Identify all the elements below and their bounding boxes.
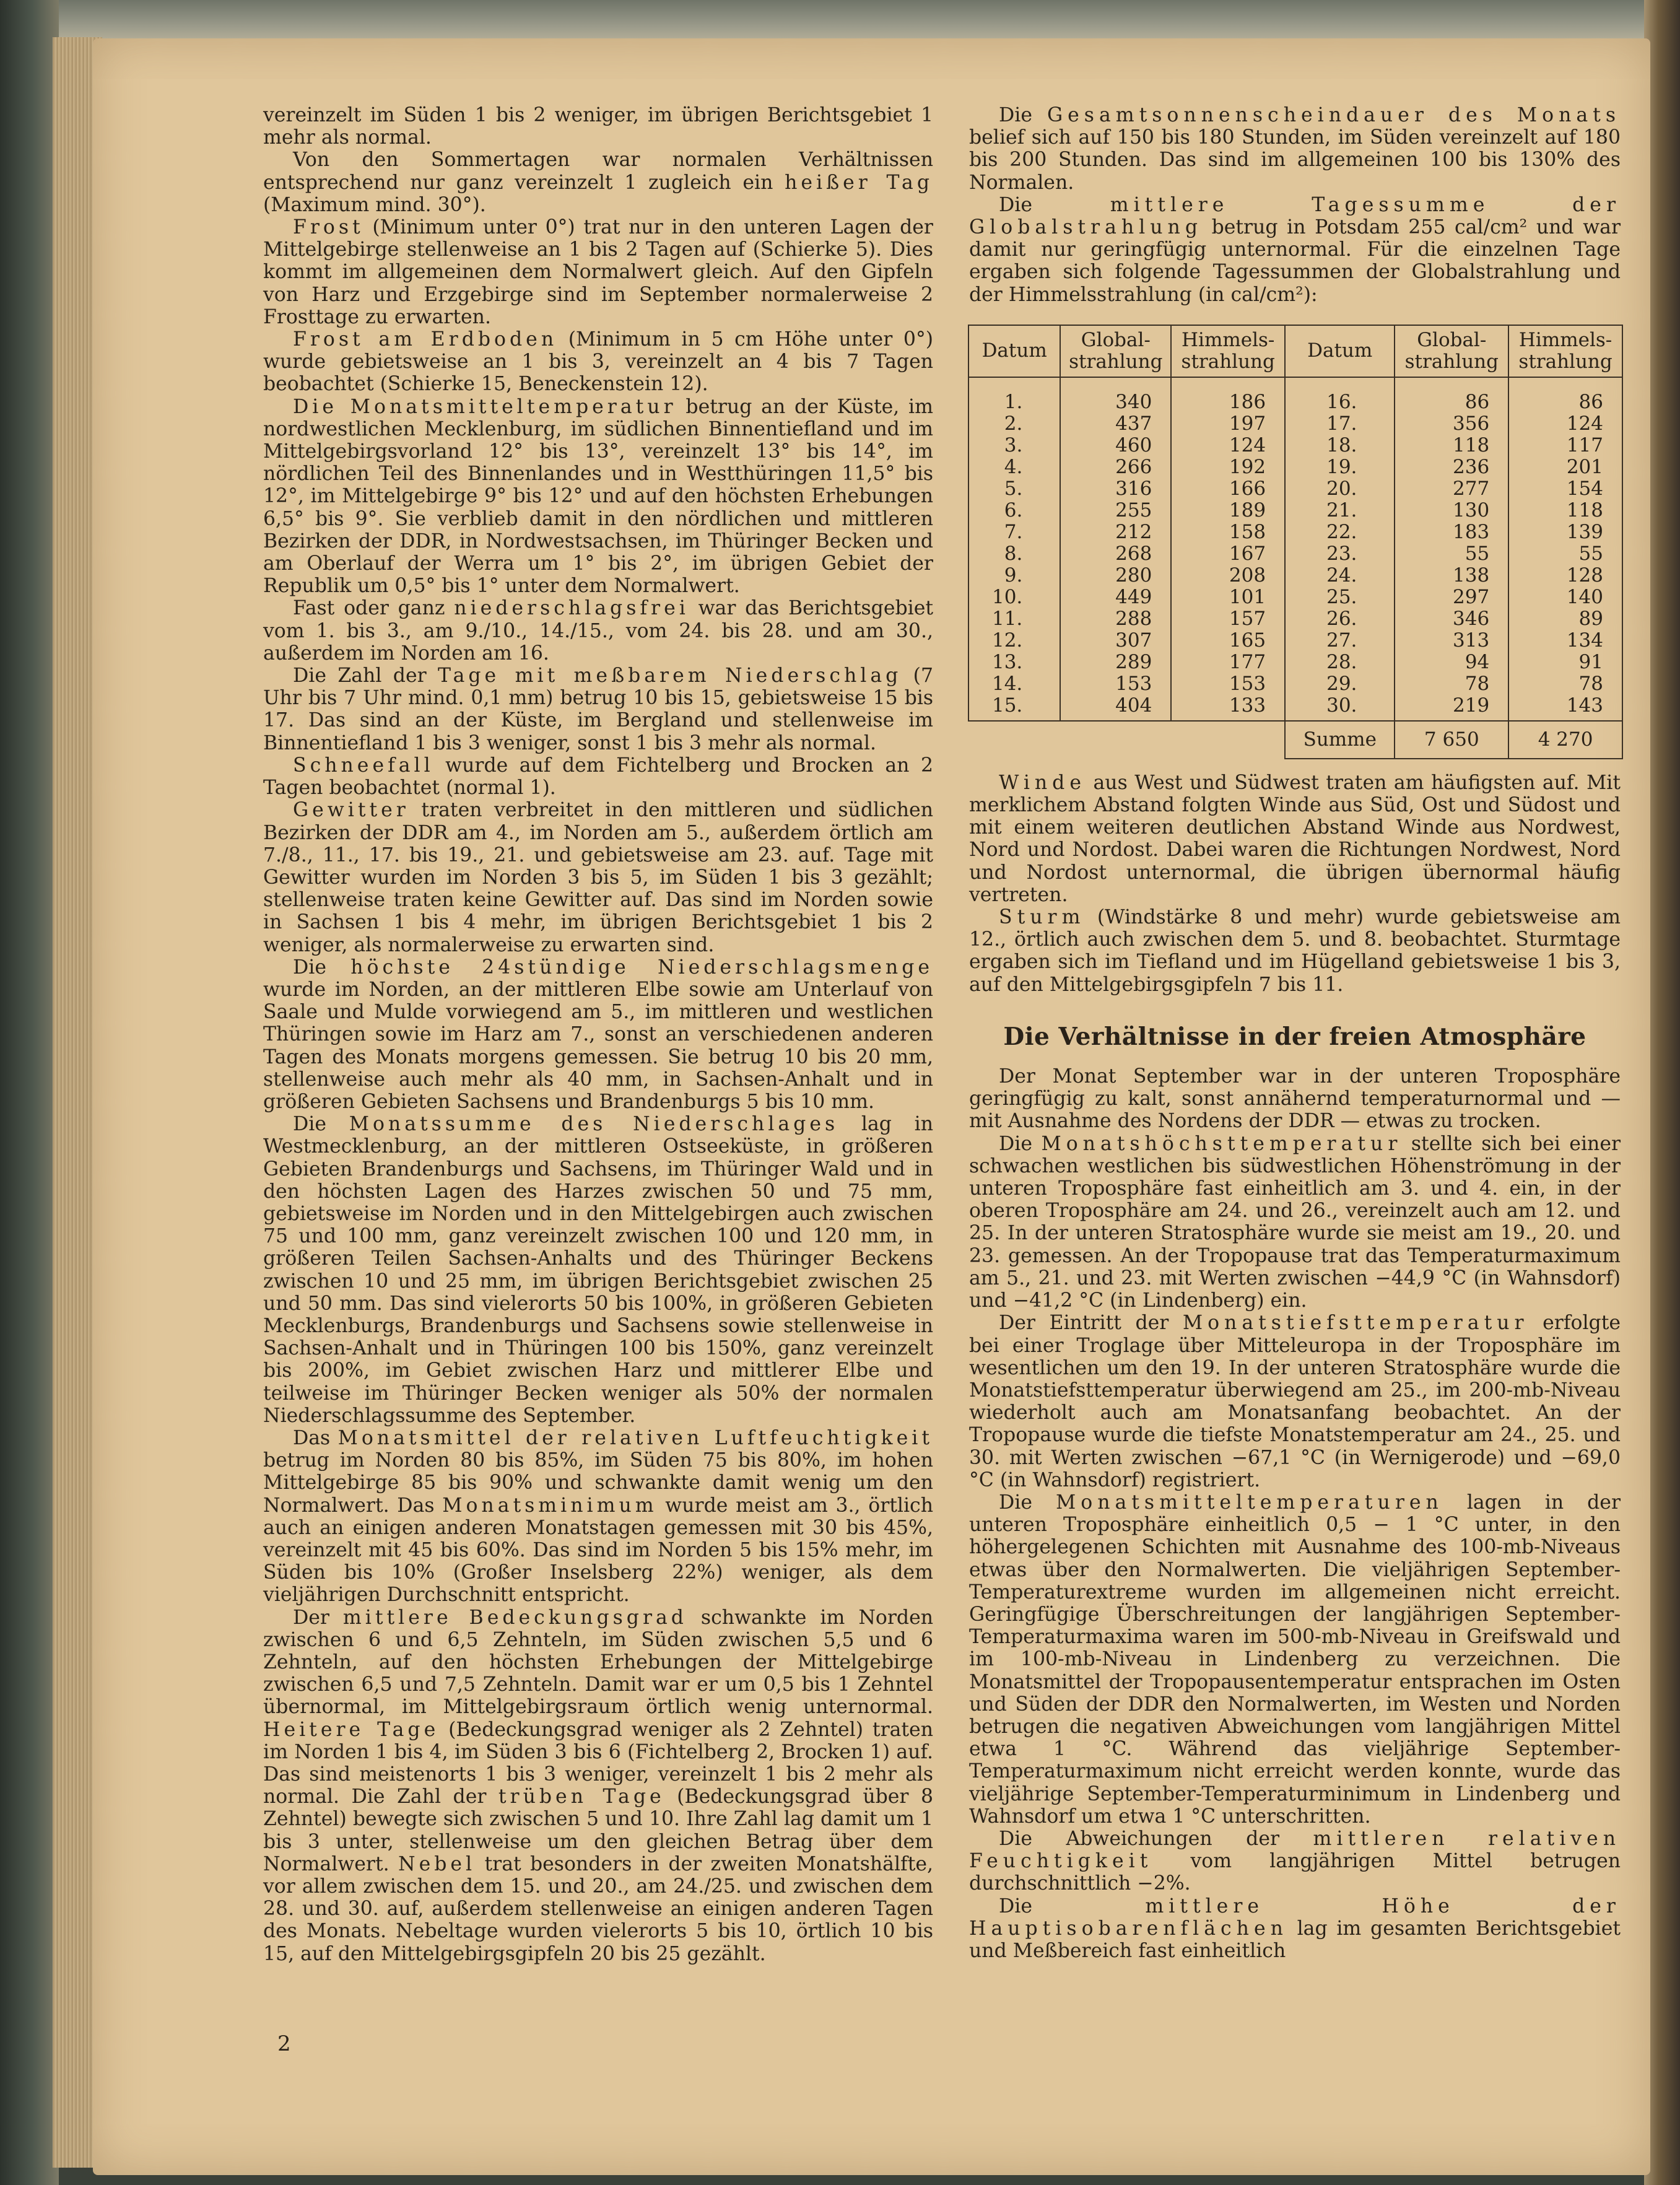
paragraph <box>969 1895 1621 1963</box>
text-run: (Minimum in 5 cm Höhe unter 0°) wurde gebietsweise an 1 bis 3, vereinzelt an 4 bis 7 Tagen beobachtet (Schierke 15, Beneckenstein 12). <box>263 328 933 396</box>
spaced-term: Monatssumme des Niederschlages <box>349 1113 839 1136</box>
sum-value: 4 270 <box>1508 721 1622 759</box>
text-run: belief sich auf 150 bis 180 Stunden, im Süden vereinzelt auf 180 bis 200 Stunden. Das sind im allgemeinen 100 bis 130% des Normalen. <box>969 126 1621 194</box>
table-cell-datum: 15. <box>968 695 1060 721</box>
paragraph <box>263 396 933 598</box>
table-cell-value: 101 <box>1171 587 1285 608</box>
spaced-term: Winde <box>999 771 1086 794</box>
table-cell-datum: 20. <box>1285 478 1395 500</box>
text-run: Das <box>293 1426 338 1449</box>
table-cell-datum: 1. <box>968 377 1060 413</box>
paragraph <box>263 1607 933 1965</box>
table-cell-value: 313 <box>1395 630 1508 652</box>
spaced-term: Monatsmitteltemperaturen <box>1055 1491 1443 1514</box>
spaced-term: Monatsmittel der relativen Luftfeuchtigkeit <box>337 1426 933 1449</box>
table-cell-value: 192 <box>1171 456 1285 478</box>
table-cell-value: 138 <box>1395 565 1508 587</box>
text-run: Die <box>999 1132 1042 1155</box>
table-cell-datum: 30. <box>1285 695 1395 721</box>
table-cell-value: 94 <box>1395 652 1508 673</box>
page-number: 2 <box>277 2031 291 2056</box>
table-cell-datum: 29. <box>1285 673 1395 695</box>
table-cell-value: 78 <box>1508 673 1622 695</box>
table-cell-datum: 13. <box>968 652 1060 673</box>
table-header-row <box>968 325 1622 377</box>
table-cell-value: 167 <box>1171 543 1285 565</box>
table-cell-value: 89 <box>1508 608 1622 630</box>
table-cell-value: 316 <box>1060 478 1171 500</box>
text-run: Von den Sommertagen war normalen Verhältnissen entsprechend nur ganz vereinzelt 1 zugleich ein <box>263 149 933 194</box>
right-column-mid-text <box>969 772 1621 996</box>
table-row <box>968 413 1622 435</box>
table-cell-value: 166 <box>1171 478 1285 500</box>
table-cell-value: 183 <box>1395 521 1508 543</box>
paragraph <box>263 956 933 1113</box>
spaced-term: trüben Tage <box>498 1786 665 1808</box>
sum-value: 7 650 <box>1395 721 1508 759</box>
paragraph <box>263 216 933 328</box>
table-cell-value: 118 <box>1508 500 1622 521</box>
paragraph <box>969 1828 1621 1895</box>
empty-cell <box>968 721 1060 759</box>
text-run: wurde auf dem Fichtelberg und Brocken an 2 Tagen beobachtet (normal 1). <box>263 754 933 800</box>
table-cell-value: 177 <box>1171 652 1285 673</box>
table-cell-value: 212 <box>1060 521 1171 543</box>
spaced-term: mittlere Höhe der Hauptisobarenflächen <box>969 1895 1621 1940</box>
left-column <box>263 104 933 1965</box>
table-row <box>968 478 1622 500</box>
table-cell-datum: 23. <box>1285 543 1395 565</box>
text-run: wurde im Norden, an der mittleren Elbe sowie am Unterlauf von Saale und Mulde vorwiegend am 5., im mittleren und westlichen Thüringen sowie im Harz am 7., sonst an verschiedenen anderen Tagen des Monats morgens gemessen. Sie betrug 10 bis 20 mm, stellenweise auch mehr als 40 mm, in Sachsen-Anhalt und in größeren Gebieten Sachsens und Brandenburgs 5 bis 10 mm. <box>263 978 933 1113</box>
table-cell-datum: 14. <box>968 673 1060 695</box>
table-cell-value: 91 <box>1508 652 1622 673</box>
text-run: (Bedeckungsgrad weniger als 2 Zehntel) traten im Norden 1 bis 4, im Süden 3 bis 6 (Fichtelberg 2, Brocken 1) auf. Das sind meistenorts 1 bis 3 weniger, vereinzelt 1 bis 2 mehr als normal. Die Zahl der <box>263 1718 933 1808</box>
table-cell-value: 449 <box>1060 587 1171 608</box>
header-himmel-2: Himmels- strahlung <box>1508 325 1622 377</box>
text-run: betrug im Norden 80 bis 85%, im Süden 75 bis 80%, im hohen Mittelgebirge 85 bis 90% und schwankte damit wenig um den Normalwert. Das <box>263 1449 933 1517</box>
paragraph <box>969 104 1621 194</box>
text-run: (7 Uhr bis 7 Uhr mind. 0,1 mm) betrug 10 bis 15, gebietsweise 15 bis 17. Das sind an der Küste, im Bergland und stellenweise im Binnentiefland 1 bis 3 weniger, sonst 1 bis 3 mehr als normal. <box>263 665 933 754</box>
text-run: (Maximum mind. 30°). <box>263 193 486 216</box>
table-cell-datum: 8. <box>968 543 1060 565</box>
paragraph <box>263 665 933 754</box>
table-cell-value: 266 <box>1060 456 1171 478</box>
table-cell-value: 128 <box>1508 565 1622 587</box>
spaced-term: Heitere Tage <box>263 1718 440 1741</box>
table-row <box>968 652 1622 673</box>
spaced-term: Monatstiefsttemperatur <box>1182 1312 1529 1335</box>
table-cell-value: 404 <box>1060 695 1171 721</box>
table-row <box>968 377 1622 413</box>
text-run: Die <box>999 104 1047 126</box>
table-cell-value: 124 <box>1171 435 1285 456</box>
book-binding <box>0 0 59 2185</box>
paragraph <box>969 1065 1621 1133</box>
spaced-term: mittlere Bedeckungsgrad <box>342 1606 687 1629</box>
table-cell-datum: 12. <box>968 630 1060 652</box>
text-run: stellte sich bei einer schwachen westlichen bis südwestlichen Höhenströmung in der unteren Troposphäre fast einheitlich am 3. und 4. ein, in der oberen Troposphäre am 24. und 26., vereinzelt auch am 12. und 25. In der unteren Stratosphäre wurde sie meist am 19., 20. und 23. gemessen. An der Tropopause trat das Temperaturmaximum am 5., 21. und 23. mit Werten zwischen −44,9 °C (in Wahnsdorf) und −41,2 °C (in Lindenberg) ein. <box>969 1132 1621 1312</box>
table-cell-value: 153 <box>1171 673 1285 695</box>
table-cell-datum: 26. <box>1285 608 1395 630</box>
text-run: lagen in der unteren Troposphäre einheitlich 0,5 − 1 °C unter, in den höhergelegenen Schichten mit Ausnahme des 100-mb-Niveaus etwas über den Normalwerten. Die vieljährigen September-Temperaturextreme wurden im allgemeinen nicht erreicht. Geringfügige Überschreitungen der langjährigen September-Temperaturmaxima waren im 500-mb-Niveau in Greifswald und im 100-mb-Niveau in Lindenberg zu verzeichnen. Die Monatsmittel der Tropopausentemperatur entsprachen im Osten und Süden der DDR den Normalwerten, im Westen und Norden betrugen die negativen Abweichungen vom langjährigen Mittel etwa 1 °C. Während das vieljährige September-Temperaturmaximum nicht erreicht werden konnte, wurde das vieljährige September-Temperaturminimum in Lindenberg und Wahnsdorf um etwa 1 °C unterschritten. <box>969 1491 1621 1828</box>
table-row <box>968 500 1622 521</box>
table-cell-value: 297 <box>1395 587 1508 608</box>
paragraph <box>969 194 1621 306</box>
spaced-term: Monatshöchsttemperatur <box>1041 1132 1403 1155</box>
spaced-term: Gewitter <box>293 799 409 822</box>
header-datum-1: Datum <box>968 325 1060 377</box>
table-cell-value: 86 <box>1508 377 1622 413</box>
table-cell-value: 133 <box>1171 695 1285 721</box>
table-cell-datum: 10. <box>968 587 1060 608</box>
spaced-term: Monatsminimum <box>442 1494 658 1517</box>
paragraph <box>969 1312 1621 1491</box>
paragraph <box>969 772 1621 906</box>
table-cell-value: 154 <box>1508 478 1622 500</box>
table-cell-datum: 21. <box>1285 500 1395 521</box>
table-cell-value: 437 <box>1060 413 1171 435</box>
table-cell-value: 158 <box>1171 521 1285 543</box>
table-row <box>968 630 1622 652</box>
text-run: lag im gesamten Berichtsgebiet und Meßbereich fast einheitlich <box>969 1917 1621 1962</box>
radiation-table <box>968 325 1623 759</box>
table-cell-datum: 19. <box>1285 456 1395 478</box>
spaced-term: höchste 24stündige Niederschlagsmenge <box>350 956 933 979</box>
table-cell-value: 86 <box>1395 377 1508 413</box>
paragraph <box>263 328 933 396</box>
table-cell-value: 118 <box>1395 435 1508 456</box>
spaced-term: niederschlagsfrei <box>454 597 689 620</box>
text-run: wurde meist am 3., örtlich auch an einigen anderen Monatstagen gemessen mit 30 bis 45%, vereinzelt mit 45 bis 60%. Das sind im Norden 5 bis 15% mehr, im Süden bis 10% (Großer Inselsberg 22%) weniger, als dem vieljährigen Durchschnitt entspricht. <box>263 1494 933 1607</box>
paragraph <box>969 1491 1621 1828</box>
paragraph <box>263 1427 933 1607</box>
empty-cell <box>1060 721 1171 759</box>
table-cell-value: 277 <box>1395 478 1508 500</box>
table-cell-value: 143 <box>1508 695 1622 721</box>
table-cell-value: 288 <box>1060 608 1171 630</box>
table-cell-value: 307 <box>1060 630 1171 652</box>
table-cell-value: 268 <box>1060 543 1171 565</box>
text-run: vereinzelt im Süden 1 bis 2 weniger, im übrigen Berichtsgebiet 1 mehr als normal. <box>263 104 933 149</box>
table-cell-datum: 17. <box>1285 413 1395 435</box>
table-cell-datum: 11. <box>968 608 1060 630</box>
sum-label: Summe <box>1285 721 1395 759</box>
table-row <box>968 587 1622 608</box>
table-body <box>968 377 1622 759</box>
table-cell-datum: 2. <box>968 413 1060 435</box>
table-cell-value: 139 <box>1508 521 1622 543</box>
spaced-term: Frost <box>293 216 364 239</box>
table-cell-value: 236 <box>1395 456 1508 478</box>
table-cell-value: 117 <box>1508 435 1622 456</box>
text-run: Die <box>293 956 351 979</box>
table-cell-value: 197 <box>1171 413 1285 435</box>
paragraph <box>969 1133 1621 1312</box>
spaced-term: mittleren relativen Feuchtigkeit <box>969 1827 1621 1873</box>
text-run: war das Berichtsgebiet vom 1. bis 3., am 9./10., 14./15., vom 24. bis 28. und am 30., außerdem im Norden am 16. <box>263 597 933 665</box>
table-cell-value: 219 <box>1395 695 1508 721</box>
table-cell-value: 340 <box>1060 377 1171 413</box>
table-cell-datum: 3. <box>968 435 1060 456</box>
table-cell-value: 255 <box>1060 500 1171 521</box>
paragraph <box>263 597 933 665</box>
table-cell-datum: 22. <box>1285 521 1395 543</box>
table-cell-datum: 28. <box>1285 652 1395 673</box>
right-column-top-text <box>969 104 1621 306</box>
header-datum-2: Datum <box>1285 325 1395 377</box>
text-run: (Bedeckungsgrad über 8 Zehntel) bewegte sich zwischen 5 und 10. Ihre Zahl lag damit um 1 bis 3 unter, stellenweise um den gleichen Betrag über dem Normalwert. <box>263 1786 933 1875</box>
table-cell-value: 208 <box>1171 565 1285 587</box>
table-cell-datum: 4. <box>968 456 1060 478</box>
text-run: lag in Westmecklenburg, an der mittleren Ostseeküste, in größeren Gebieten Brandenburgs und Sachsens, im Thüringer Wald und in den höchsten Lagen des Harzes zwischen 50 und 75 mm, gebietsweise im Norden und in den Mittelgebirgen auch zwischen 75 und 100 mm, ganz vereinzelt zwischen 100 und 120 mm, in größeren Teilen Sachsen-Anhalts und des Thüringer Beckens zwischen 10 und 25 mm, im übrigen Berichtsgebiet zwischen 25 und 50 mm. Das sind vielerorts 50 bis 100%, in größeren Gebieten Mecklenburgs, Brandenburgs und Sachsens sowie stellenweise in Sachsen-Anhalt und in Thüringen 100 bis 150%, ganz vereinzelt bis 200%, im Gebiet zwischen Harz und mittlerer Elbe und teilweise im Thüringer Becken weniger als 50% der normalen Niederschlagssumme des September. <box>263 1113 933 1427</box>
paragraph <box>263 104 933 149</box>
text-run: (Windstärke 8 und mehr) wurde gebietsweise am 12., örtlich auch zwischen dem 5. und 8. beobachtet. Sturmtage ergaben sich im Tiefland und im Hügelland gebietsweise 1 bis 3, auf den Mittelgebirgsgipfeln 7 bis 11. <box>969 906 1621 996</box>
text-run: (Minimum unter 0°) trat nur in den unteren Lagen der Mittelgebirge stellenweise an 1 bis 2 Tagen auf (Schierke 5). Dies kommt im allgemeinen dem Normalwert gleich. Auf den Gipfeln von Harz und Erzgebirge sind im September normalerweise 2 Frosttage zu erwarten. <box>263 216 933 328</box>
text-run: Der Monat September war in der unteren Troposphäre geringfügig zu kalt, sonst annähernd temperaturnormal und — mit Ausnahme des Nordens der DDR — etwas zu trocken. <box>969 1065 1621 1133</box>
table-cell-value: 280 <box>1060 565 1171 587</box>
table-cell-value: 165 <box>1171 630 1285 652</box>
table-cell-value: 157 <box>1171 608 1285 630</box>
paragraph <box>263 149 933 216</box>
table-cell-datum: 5. <box>968 478 1060 500</box>
header-himmel-1: Himmels- strahlung <box>1171 325 1285 377</box>
paragraph <box>263 754 933 799</box>
table-cell-value: 55 <box>1508 543 1622 565</box>
table-cell-datum: 6. <box>968 500 1060 521</box>
text-run: traten verbreitet in den mittleren und südlichen Bezirken der DDR am 4., im Norden am 5., außerdem örtlich am 7./8., 11., 17. bis 19., 21. und gebietsweise am 23. auf. Tage mit Gewitter wurden im Norden 3 bis 5, im Süden 1 bis 3 gezählt; stellenweise traten keine Gewitter auf. Das sind im Norden sowie in Sachsen 1 bis 4 mehr, im übrigen Berichtsgebiet 1 bis 2 weniger, als normalerweise zu erwarten sind. <box>263 799 933 956</box>
table-cell-value: 55 <box>1395 543 1508 565</box>
table-sum-row <box>968 721 1622 759</box>
header-global-2: Global- strahlung <box>1395 325 1508 377</box>
table-row <box>968 456 1622 478</box>
text-run: Die <box>999 1895 1146 1917</box>
spaced-term: Gesamtsonnenscheindauer des Monats <box>1047 104 1621 126</box>
table-cell-value: 153 <box>1060 673 1171 695</box>
header-global-1: Global- strahlung <box>1060 325 1171 377</box>
table-cell-value: 201 <box>1508 456 1622 478</box>
table-cell-value: 78 <box>1395 673 1508 695</box>
binding-top <box>0 0 1680 43</box>
text-run: Die <box>999 193 1110 216</box>
table-cell-value: 134 <box>1508 630 1622 652</box>
text-run: betrug in Potsdam 255 cal/cm² und war damit nur geringfügig unternormal. Für die einzelnen Tage ergaben sich folgende Tagessummen der Globalstrahlung und der Himmelsstrahlung (in cal/cm²): <box>969 216 1621 306</box>
text-run: vom langjährigen Mittel betrugen durchschnittlich −2%. <box>969 1850 1621 1895</box>
text-run: schwankte im Norden zwischen 6 und 6,5 Zehnteln, im Süden zwischen 5,5 und 6 Zehnteln, auf den höchsten Erhebungen der Mittelgebirge zwischen 6,5 und 7,5 Zehnteln. Damit war er um 0,5 bis 1 Zehntel übernormal, im Mittelgebirgsraum örtlich wenig unternormal. <box>263 1606 933 1719</box>
text-run: Die Abweichungen der <box>999 1827 1313 1850</box>
table-row <box>968 608 1622 630</box>
table-cell-datum: 27. <box>1285 630 1395 652</box>
paragraph <box>263 799 933 956</box>
table-cell-datum: 24. <box>1285 565 1395 587</box>
table-cell-value: 356 <box>1395 413 1508 435</box>
table-cell-datum: 25. <box>1285 587 1395 608</box>
table-cell-value: 460 <box>1060 435 1171 456</box>
table-row <box>968 673 1622 695</box>
spaced-term: Nebel <box>398 1852 476 1875</box>
text-run: Fast oder ganz <box>293 597 455 620</box>
spaced-term: Sturm <box>999 906 1086 929</box>
table-row <box>968 543 1622 565</box>
text-run: Der Eintritt der <box>999 1312 1183 1335</box>
spaced-term: Schneefall <box>293 754 434 777</box>
right-column <box>969 104 1621 1962</box>
spaced-term: mittlere Tagessumme der Globalstrahlung <box>969 193 1621 239</box>
table-cell-value: 124 <box>1508 413 1622 435</box>
table-row <box>968 521 1622 543</box>
paragraph <box>969 906 1621 996</box>
text-run: Die <box>999 1491 1056 1514</box>
table-row <box>968 695 1622 721</box>
table-cell-datum: 7. <box>968 521 1060 543</box>
table-cell-datum: 18. <box>1285 435 1395 456</box>
paragraph <box>263 1113 933 1427</box>
table-row <box>968 565 1622 587</box>
text-run: Die <box>293 1113 349 1136</box>
spaced-term: heißer Tag <box>785 171 933 194</box>
table-cell-value: 130 <box>1395 500 1508 521</box>
right-column-bottom-text <box>969 1065 1621 1962</box>
section-heading: Die Verhältnisse in der freien Atmosphäre <box>1003 1022 1586 1051</box>
table-cell-value: 346 <box>1395 608 1508 630</box>
text-run: Die Zahl der <box>293 665 438 687</box>
table-row <box>968 435 1622 456</box>
text-run: erfolgte bei einer Troglage über Mitteleuropa in der Troposphäre im wesentlichen um den 19. In der unteren Stratosphäre wurde die Monatstiefsttemperatur überwiegend am 25., im 200-mb-Niveau wiederholt auch am Monatsanfang beobachtet. An der Tropopause wurde die tiefste Monatstemperatur am 24., 25. und 30. mit Werten zwischen −67,1 °C (in Wernigerode) und −69,0 °C (in Wahnsdorf) registriert. <box>969 1312 1621 1491</box>
text-run: betrug an der Küste, im nordwestlichen Mecklenburg, im südlichen Binnentiefland und im Mittelgebirgsvorland 12° bis 13°, vereinzelt 13° bis 14°, im nördlichen Teil des Binnenlandes und in Westthüringen 11,5° bis 12°, im Mittelgebirge 9° bis 12° und auf den höchsten Erhebungen 6,5° bis 9°. Sie verblieb damit in den nördlichen und mittleren Bezirken der DDR, in Nordwestsachsen, im Thüringer Becken und am Oberlauf der Werra um 1° bis 2°, im übrigen Gebiet der Republik um 0,5° bis 1° unter dem Normalwert. <box>263 395 933 598</box>
empty-cell <box>1171 721 1285 759</box>
table-cell-value: 186 <box>1171 377 1285 413</box>
table-cell-value: 140 <box>1508 587 1622 608</box>
table-cell-datum: 16. <box>1285 377 1395 413</box>
text-run: aus West und Südwest traten am häufigsten auf. Mit merklichem Abstand folgten Winde aus Süd, Ost und Südost und mit einem weiteren deutlichen Abstand Winde aus Nordwest, Nord und Nordost. Dabei waren die Richtungen Nordwest, Nord und Nordost unternormal, die übrigen übernormal häufig vertreten. <box>969 771 1621 906</box>
text-run: trat besonders in der zweiten Monatshälfte, vor allem zwischen dem 15. und 20., am 24./25. und zwischen dem 28. und 30. auf, außerdem stellenweise an einigen anderen Tagen des Monats. Nebeltage wurden vielerorts 5 bis 10, örtlich 10 bis 15, auf den Mittelgebirgsgipfeln 20 bis 25 gezählt. <box>263 1852 934 1965</box>
table-cell-datum: 9. <box>968 565 1060 587</box>
spaced-term: Die Monatsmitteltemperatur <box>293 395 677 418</box>
spaced-term: Tage mit meßbarem Niederschlag <box>438 665 902 687</box>
text-run: Der <box>293 1606 343 1629</box>
table-cell-value: 289 <box>1060 652 1171 673</box>
spaced-term: Frost am Erdboden <box>293 328 558 351</box>
table-cell-value: 189 <box>1171 500 1285 521</box>
